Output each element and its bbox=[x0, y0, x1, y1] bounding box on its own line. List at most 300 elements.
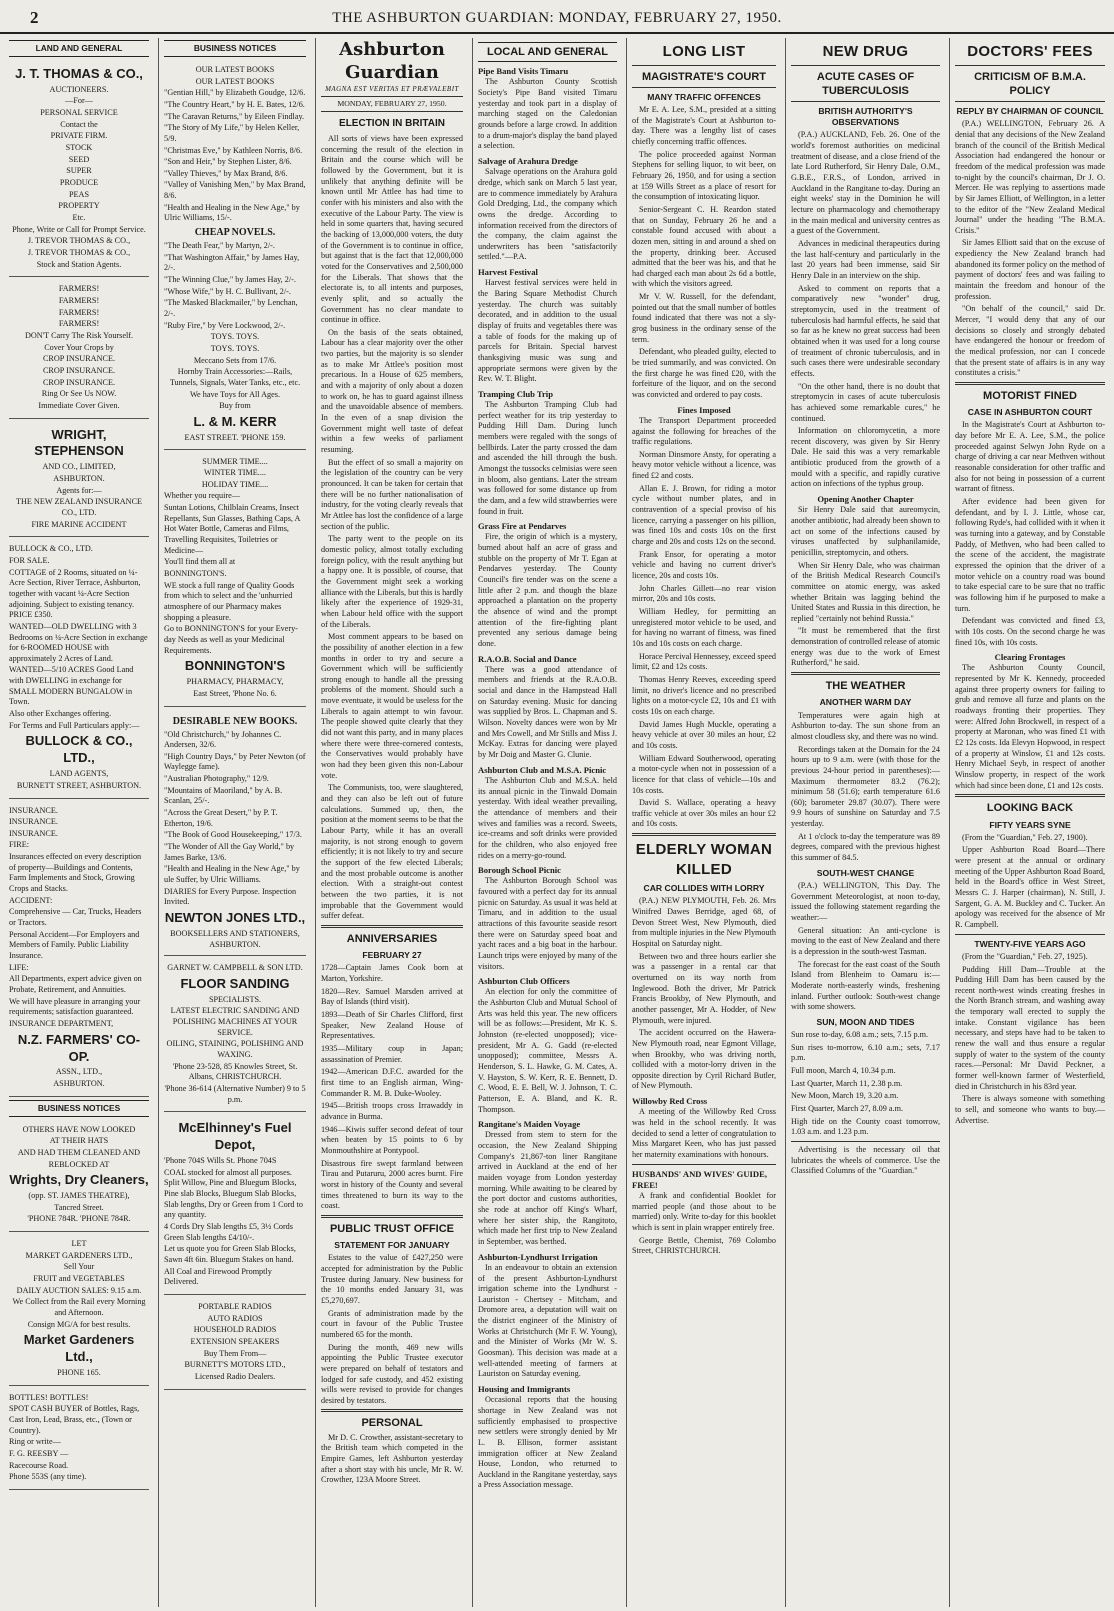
ad-thomas bbox=[9, 61, 149, 277]
ad-line: ACCIDENT: bbox=[9, 895, 53, 905]
item-heading: Pipe Band Visits Timaru bbox=[478, 66, 569, 77]
section-heading: LAND AND GENERAL bbox=[9, 40, 149, 57]
ad-line: Ring Or See Us NOW. bbox=[41, 389, 117, 399]
text-block bbox=[321, 963, 463, 1211]
ad-line: "High Country Days," by Peter Newton (of Waylegge fame). bbox=[164, 751, 306, 772]
column-new-drug bbox=[785, 38, 945, 1607]
paragraph: Full moon, March 4, 10.34 p.m. bbox=[791, 1065, 896, 1075]
ad-line: LIFE: bbox=[9, 962, 29, 972]
story-headline: LONG LIST bbox=[662, 43, 746, 60]
paragraph: Information on chloromycetin, a more recent discovery, was given by Sir Henry Dale. He said this was a very remarkable antibiotic produced from the growth of a mould with a specific, and rapidly curative action on infections of the typhus group. bbox=[791, 426, 940, 489]
text-block bbox=[9, 462, 149, 530]
text-block bbox=[632, 416, 776, 830]
ad-name: FLOOR SANDING bbox=[180, 975, 290, 991]
item-text: The Ashburton Borough School was favoured with a perfect day for its annual picnic on Saturday. As usual it was held at Timaru, and in addition to the usual attractions of this favourite seaside resort there were on Saturday speed boat and yacht races and a big boat in the harbour. Launch trips were enjoyed by many of the visitors. bbox=[478, 876, 617, 971]
ad-line: Insurances effected on every description of property—Buildings and Contents, Farm Implements and Stock, Growing Crops and Stacks. bbox=[9, 852, 142, 894]
paragraph: (From the "Guardian," Feb. 27, 1925). bbox=[962, 951, 1088, 961]
divider bbox=[955, 382, 1105, 385]
ad-name: WRIGHT, STEPHENSON bbox=[34, 426, 124, 459]
ad-line: INSURANCE. bbox=[9, 828, 58, 838]
paragraph: Estates to the value of £427,250 were accepted for administration by the Public Trustee during January. New business for the 10 months ended January 31, was £5,270,697. bbox=[321, 1253, 463, 1305]
ad-line: BOTTLES! BOTTLES! bbox=[9, 1392, 89, 1402]
ad-line: LAND AGENTS, bbox=[49, 769, 109, 779]
public-trust-subheading: STATEMENT FOR JANUARY bbox=[334, 1240, 450, 1251]
ad-line: HOUSEHOLD RADIOS bbox=[193, 1325, 277, 1335]
column-editorial bbox=[315, 38, 468, 1607]
paragraph: 1728—Captain James Cook born at Marton, Yorkshire. bbox=[321, 963, 463, 984]
ad-line: (opp. ST. JAMES THEATRE), bbox=[28, 1191, 130, 1201]
ad-line: AUTO RADIOS bbox=[207, 1313, 263, 1323]
text-block bbox=[321, 1253, 463, 1406]
ad-line: We Collect from the Rail every Morning and Afternoon. bbox=[12, 1297, 146, 1318]
divider bbox=[632, 87, 776, 88]
text-block bbox=[791, 1030, 940, 1138]
divider bbox=[321, 925, 463, 928]
paragraph: Sir James Elliott said that on the excuse of expediency the New Zealand branch had abandoned its former policy on the method of payment of doctors' fees and was failing to maintain the freedom and honour of the profession. bbox=[955, 238, 1105, 301]
paragraph: 1893—Death of Sir Charles Clifford, first Speaker, New Zealand House of Representatives. bbox=[321, 1010, 463, 1041]
paragraph: Horace Percival Hennessey, exceed speed limit, £2 and 12s costs. bbox=[632, 651, 776, 672]
story-subheading: Opening Another Chapter bbox=[817, 494, 914, 505]
ad-line: FARMERS! bbox=[58, 307, 100, 317]
ad-line: Racecourse Road. bbox=[9, 1460, 69, 1470]
ad-line: FOR SALE. bbox=[9, 555, 50, 565]
text-block bbox=[632, 1107, 776, 1160]
text-block bbox=[791, 881, 940, 1013]
ad-line: CROP INSURANCE. bbox=[42, 365, 116, 375]
item-heading: Ashburton-Lyndhurst Irrigation bbox=[478, 1251, 598, 1262]
paragraph: Pudding Hill Dam—Trouble at the Pudding Hill Dam has been caused by the recent north-west winds creating freshes in the North Branch stream, and washing away the temporary wall erected to supply the intake. Constant vigilance has been necessary, and steps have had to be taken to renew the wall and thus ensure a regular supply of water to the system of the county races.—Personal: Mr David Peckner, a former well-known farmer of Westerfield, died in Christchurch in his 83rd year. bbox=[955, 964, 1105, 1091]
paragraph: Allan E. J. Brown, for riding a motor cycle without number plates, and in contravention of a special proviso of his licence, carrying a passenger on his pillion, was fined 10s and costs 10s on the first charge and 20s and costs 12s on the second. bbox=[632, 483, 776, 547]
item-text: Dressed from stem to stern for the occasion, the New Zealand Shipping Company's 21,867-ton liner Rangitane arrived in Auckland at the end of her maiden voyage from London yesterday morning. While awaiting to be cleared by the port doctor and customs authorities, she rode at anchor off King's Wharf, where her sister ship, the Rangitoto, which made her first trip to New Zealand in September, was berthed. bbox=[478, 1130, 617, 1247]
ad-line: 'Phone 36-614 (Alternative Number) 9 to 5 p.m. bbox=[164, 1084, 306, 1104]
ad-line: SUPER bbox=[66, 166, 92, 176]
ad-line: "The Caravan Returns," by Eileen Findlay. bbox=[164, 111, 305, 121]
ad-line: INSURANCE DEPARTMENT, bbox=[9, 1018, 114, 1028]
text-block bbox=[164, 65, 306, 87]
nameplate-title: Ashburton Guardian bbox=[339, 39, 445, 84]
anniversaries-heading: ANNIVERSARIES bbox=[346, 932, 438, 945]
paragraph: A meeting of the Willowby Red Cross was held in the school recently. It was decided to send a letter of congratulation to Miss Margaret Keen, who has just passed her maternity examinations with honours. bbox=[632, 1107, 776, 1159]
paragraph: Recordings taken at the Domain for the 24 hours up to 9 a.m. were (with those for the previous 24-hour period in parentheses):—Maximum thermometer 83.2 (76.2); minimum 58 (51.6); earth temperature 61.6 (60); barometer 29.87 (30.07). There were 9.9 hours of sunshine on Saturday and 7.5 yesterday. bbox=[791, 744, 940, 829]
ad-line: FRUIT and VEGETABLES bbox=[33, 1274, 125, 1284]
text-block bbox=[9, 96, 149, 270]
text-block bbox=[164, 491, 306, 656]
text-block bbox=[9, 1125, 149, 1171]
ad-line: COTTAGE of 2 Rooms, situated on ¼-Acre Section, River Terrace, Ashburton, together with vacant ¼-Acre Section adjoining. Subject to existing tenancy. PRICE £350. bbox=[9, 567, 141, 620]
ad-line: —For— bbox=[65, 96, 93, 106]
paragraph: Mr V. W. Russell, for the defendant, pointed out that the small number of bottles found indicated that there was not a sly-grog business in the ordinary sense of the term. bbox=[632, 292, 776, 344]
ad-line: FARMERS! bbox=[58, 284, 100, 294]
ad-line: 'PHONE 784R. 'PHONE 784R. bbox=[27, 1214, 131, 1224]
paragraph: Sun rises to-morrow, 6.10 a.m.; sets, 7.17 p.m. bbox=[791, 1042, 940, 1063]
nameplate bbox=[321, 38, 463, 97]
ad-line: You'll find them all at bbox=[164, 557, 236, 567]
ad-line: Buy Them From— bbox=[203, 1348, 267, 1358]
paragraph: Mr E. A. Lee, S.M., presided at a sitting of the Magistrate's Court at Ashburton to-day. There was a lengthy list of cases chiefly concerning traffic offences. bbox=[632, 104, 776, 146]
paragraph: Upper Ashburton Road Board—There were present at the annual or ordinary meeting of the Upper Ashburton Road Board, held in the Board's office in West Street, Messrs C. J. Harper (chairman), N. Still, J. Sargent, G. A. M. Buckley and C. Tucker. An apology was received for the absence of Mr R. Campbell. bbox=[955, 845, 1105, 930]
text-block bbox=[164, 677, 306, 699]
item-heading: Ashburton Club Officers bbox=[478, 976, 570, 987]
ad-line: WE stock a full range of Quality Goods from which to select and the 'unhurried atmosphere of our Pharmacy makes shopping a pleasure. bbox=[164, 580, 295, 622]
ad-line: BURNETT'S MOTORS LTD., bbox=[184, 1360, 286, 1370]
item-heading: Harvest Festival bbox=[478, 267, 538, 278]
ad-line: BURNETT STREET, ASHBURTON. bbox=[16, 780, 142, 790]
ad-line: EAST STREET. 'PHONE 159. bbox=[184, 432, 286, 442]
item-heading: Housing and Immigrants bbox=[478, 1384, 571, 1395]
ad-line: Also other Exchanges offering. bbox=[9, 709, 112, 719]
ad-line: "Valley Thieves," by Max Brand, 8/6. bbox=[164, 168, 288, 178]
paragraph: David James Hugh Muckle, operating a heavy vehicle at over 30 miles an hour, £2 and 10s costs. bbox=[632, 719, 776, 750]
paragraph: Senior-Sergeant C. H. Reardon stated that on Sunday, February 26 he and a constable found accused with about a dozen men, sitting in and around a shed on the property, drinking beer. Accused admitted that the beer was his, and that he had charged each man about 2s 6d a bottle, with which the visitors agreed. bbox=[632, 204, 776, 289]
paragraph: Mr D. C. Crowther, assistant-secretary to the British team which competed in the Empire Games, left Ashburton yesterday after a short stay with his uncle, Mr R. W. Crowther, 123A Moore Street. bbox=[321, 1432, 463, 1485]
ad-line: "Health and Healing in the New Age," by ule Suffer, by Ulric Williams. bbox=[164, 864, 300, 885]
paragraph: (P.A.) NEW PLYMOUTH, Feb. 26. Mrs Winifred Dawes Berridge, aged 68, of Devon Street West, New Plymouth, died from multiple injuries in the New Plymouth Hospital on Saturday night. bbox=[632, 896, 776, 948]
paragraph: David S. Wallace, operating a heavy traffic vehicle at over 30s miles an hour £2 and 10s costs. bbox=[632, 798, 776, 829]
ad-line: Buy from bbox=[219, 401, 251, 411]
paragraph: 1820—Rev. Samuel Marsden arrived at Bay of Islands (third visit). bbox=[321, 986, 463, 1007]
paragraph: Between two and three hours earlier she was a passenger in a rental car that overturned on its way north from Inglewood. Both the driver, Mr Patrick Francis Brookby, of New Plymouth, and another passenger, Mr A. Hodder, of New Plymouth, were injured. bbox=[632, 951, 776, 1025]
paragraph: Thomas Henry Reeves, exceeding speed limit, no driver's licence and no prescribed lights on a motor-cycle £2, 10s and £1 with costs 10s on each charge. bbox=[632, 674, 776, 716]
ad-line: WANTED—5/10 ACRES Good Land with DWELLING in exchange for SMALL MODERN BUNGALOW in Town. bbox=[9, 665, 134, 707]
ad-line: CROP INSURANCE. bbox=[42, 377, 116, 387]
editorial-heading: ELECTION IN BRITAIN bbox=[339, 118, 445, 129]
nameplate-motto: MAGNA EST VERITAS ET PRÆVALEBIT bbox=[325, 84, 459, 93]
text-block bbox=[9, 284, 149, 411]
text-block bbox=[791, 505, 940, 669]
ad-name: J. T. THOMAS & CO., bbox=[15, 65, 143, 81]
ad-line: "The Masked Blackmailer," by Lenchan, 2/-. bbox=[164, 298, 298, 319]
text-block bbox=[164, 1156, 306, 1288]
section-heading: LOCAL AND GENERAL bbox=[478, 42, 617, 62]
column-local-and-general bbox=[472, 38, 622, 1607]
divider bbox=[791, 672, 940, 675]
paragraph: New Moon, March 19, 3.20 a.m. bbox=[791, 1091, 899, 1101]
paragraph: The accident occurred on the Hawera-New Plymouth road, near Egmont Village, when Brookby, who was driving north, collided with a motor-lorry driven in the opposite direction by Cyril Richard Butler, of New Plymouth. bbox=[632, 1028, 776, 1091]
text-block bbox=[955, 952, 1105, 1127]
ad-line: FIRE: bbox=[9, 840, 30, 850]
ad-line: STOCK bbox=[65, 143, 93, 153]
text-block bbox=[9, 1393, 149, 1483]
ad-newton-jones bbox=[164, 710, 306, 957]
paragraph: There is always someone with something to sell, and someone who wants to buy.—Advertise. bbox=[955, 1094, 1105, 1125]
ad-line: All Coal and Firewood Promptly Delivered. bbox=[164, 1266, 272, 1287]
story-headline: MOTORIST FINED bbox=[983, 390, 1077, 403]
ad-line: REBLOCKED AT bbox=[48, 1159, 110, 1169]
ad-line: F. G. REESBY — bbox=[9, 1449, 69, 1459]
ad-line: HOLIDAY TIME.... bbox=[201, 479, 269, 489]
paragraph: First Quarter, March 27, 8.09 a.m. bbox=[791, 1103, 903, 1113]
paragraph: Frank Ensor, for operating a motor vehicle and having no current driver's licence, 20s and costs 10s. bbox=[632, 549, 776, 581]
ad-line: PEAS bbox=[68, 189, 90, 199]
ad-line: GARNET W. CAMPBELL & SON LTD. bbox=[167, 963, 303, 973]
ad-line: PHARMACY, PHARMACY, bbox=[186, 677, 284, 687]
ad-line: "Mountains of Maoriland," by A. B. Scanlan, 25/-. bbox=[164, 785, 283, 806]
paragraph: After evidence had been given for defendant, and by I. J. Little, whose car, following Ryde's, had collided with it when it was turning into a gateway, and by Constable Paddy, of Methven, who had been called to the scene of the accident, the magistrate expressed the opinion that the driver of a motor vehicle on a country road was bound to take especial care to be sure that no traffic was following him if he purposed to make a turn. bbox=[955, 497, 1105, 613]
paragraph: "On the other hand, there is no doubt that streptomycin in cases of acute tuberculosis has achieved some remarkable cures," he continued. bbox=[791, 381, 940, 423]
story-subheading: SOUTH-WEST CHANGE bbox=[816, 867, 915, 878]
ad-line: Personal Accident—For Employers and Members of Family. Public Liability Insurance. bbox=[9, 929, 140, 961]
ad-bullock bbox=[9, 540, 149, 798]
text-block bbox=[164, 332, 306, 412]
ad-line: Tancred Street. bbox=[54, 1202, 104, 1212]
paragraph: 1935—Military coup in Japan; assassination of Premier. bbox=[321, 1043, 463, 1064]
ad-line: DIARIES for Every Purpose. Inspection Invited. bbox=[164, 886, 297, 907]
text-block bbox=[791, 711, 940, 864]
ad-line: "Across the Great Desert," by P. T. Etherton, 19/6. bbox=[164, 808, 278, 828]
divider bbox=[955, 934, 1105, 935]
paragraph: When Sir Henry Dale, who was chairman of the British Medical Research Council's committee on atomic energy, was asked whether Britain was lagging behind the United States and Russia in this direction, he replied "certainly not behind Russia." bbox=[791, 560, 940, 623]
ad-line: Go to BONNINGTON'S for your Every-day Needs as well as your Medicinal Requirements. bbox=[164, 624, 298, 655]
ad-line: BONNINGTON'S. bbox=[164, 569, 227, 579]
ad-line: FARMERS! bbox=[58, 295, 100, 305]
ad-insurance bbox=[9, 802, 149, 1097]
text-block bbox=[164, 730, 306, 909]
item-text: Fire, the origin of which is a mystery, burned about half an acre of grass and stubble on the property of Mr T. Egan at Pendarves yesterday. The County Council's fire tender was on the scene a little after 2 p.m. and though the blaze approached a plantation on the property the absence of wind and the prompt attention of the fire-fighting plant prevented any serious damage being done. bbox=[478, 532, 617, 648]
paragraph: All sorts of views have been expressed concerning the result of the election in Britain and the course which will be followed by the Government, but it is unlikely that anything definite will be known until Mr Attlee has had time to confer with his ministers and also with the executive of the Labour Party. The view is held in some quarters that, having secured the backing of 13,000,000 voters, the duty of the Government is to continue in office, but against that is the fact that 12,000,000 voted for the Conservatives and 2,500,000 for the Liberals. That shows that the electorate is, to all intents and purposes, evenly split, and so actually the Government has no clear mandate to continue in office. bbox=[321, 134, 463, 325]
paragraph: High tide on the County coast tomorrow, 1.03 a.m. and 1.23 p.m. bbox=[791, 1116, 940, 1137]
ad-line: "Valley of Vanishing Men," by Max Brand, 8/6. bbox=[164, 180, 306, 201]
divider bbox=[791, 1141, 940, 1142]
ad-line: Consign MG/A for best results. bbox=[27, 1319, 131, 1329]
text-block bbox=[9, 544, 149, 731]
ad-name: L. & M. KERR bbox=[193, 413, 277, 429]
ad-line: DON'T Carry The Risk Yourself. bbox=[24, 330, 134, 340]
ad-line: Ring or write— bbox=[9, 1437, 61, 1447]
ad-line: "The Winning Clue," by James Hay, 2/-. bbox=[164, 275, 296, 285]
ad-line: OILING, STAINING, POLISHING AND WAXING. bbox=[166, 1039, 304, 1060]
ad-line: PROPERTY bbox=[58, 201, 100, 211]
ad-line: J. TREVOR THOMAS & CO., bbox=[27, 248, 131, 257]
paragraph: William Edward Southerwood, operating a motor-cycle when not in possession of a licence for that class of vehicle—10s and 10s costs. bbox=[632, 753, 776, 795]
ad-line: PERSONAL SERVICE bbox=[40, 108, 118, 118]
ad-cleaners bbox=[9, 1121, 149, 1232]
ad-line: Immediate Cover Given. bbox=[38, 400, 120, 410]
ad-line: TOYS. TOYS. bbox=[210, 344, 260, 354]
ad-line: All Departments, expert advice given on Probate, Retirement, and Annuities. bbox=[9, 974, 142, 994]
ad-bottles bbox=[9, 1389, 149, 1490]
ad-line: "The Country Heart," by H. E. Bates, 12/6. bbox=[164, 99, 305, 109]
ad-line: Stock and Station Agents. bbox=[36, 259, 122, 269]
ad-line: PHONE 165. bbox=[57, 1368, 101, 1378]
section-heading: BUSINESS NOTICES bbox=[9, 1100, 149, 1117]
paragraph: Sun rose to-day, 6.08 a.m.; sets, 7.15 p.m. bbox=[791, 1029, 929, 1039]
paragraph: The Transport Department proceeded against the following for breaches of the traffic regulations. bbox=[632, 415, 776, 447]
ad-line: LET bbox=[71, 1239, 87, 1249]
ad-line: "Whose Wife," by H. C. Bullivant, 2/-. bbox=[164, 286, 291, 296]
ad-line: For Terms and Full Particulars apply:— bbox=[9, 720, 140, 730]
story-subheading: SUN, MOON AND TIDES bbox=[816, 1016, 915, 1027]
ad-line: BULLOCK & CO., LTD. bbox=[9, 544, 93, 554]
divider bbox=[632, 1164, 776, 1165]
item-heading: Grass Fire at Pendarves bbox=[478, 521, 567, 532]
text-block bbox=[9, 1067, 149, 1089]
ad-line: TOYS. TOYS. bbox=[210, 332, 260, 342]
text-block bbox=[164, 457, 306, 491]
item-heading: Tramping Club Trip bbox=[478, 388, 553, 399]
paragraph: During the month, 469 new wills appointing the Public Trustee executor were prepared on behalf of testators and lodged for safe custody, and 452 existing wills were revised to provide for changes desired by testators. bbox=[321, 1342, 463, 1405]
ad-line: Contact the bbox=[60, 119, 98, 129]
paragraph: The Communists, too, were slaughtered, and they can also be left out of future calculations. Summed up, then, the position at the moment seems to be that the Labour Party, while it has an overall majority, is not strong enough to govern efficiently; it is not likely to try and secure the support of the few elected Liberals; and the most probable outcome is another election. With a straight-out contest between the two parties, it is not improbable that the Government would suffer defeat. bbox=[321, 783, 463, 921]
ad-line: WANTED—OLD DWELLING with 3 Bedrooms on ¼-Acre Section in exchange for 6-ROOMED HOUSE with approximately 2 Acres of Land. bbox=[9, 621, 148, 663]
text-block bbox=[791, 1145, 940, 1177]
paragraph: The Ashburton County Council, represented by Mr K. Kennedy, proceeded against three property owners for failing to grub and remove all furze and plants on the roadways fronting their properties. They were: Alfred John Brockwell, in respect of a property at Maronan, who was fined £1 with £2 12s costs. Ida Elevyn Hopwood, in respect of a property at Winslow, £1 and 12s costs. Henry Michael Seyb, in respect of another Winslow property, in respect of the work which had since been done, £1 and 12s costs. bbox=[955, 663, 1105, 790]
masthead bbox=[0, 0, 1114, 34]
section-heading: BUSINESS NOTICES bbox=[164, 40, 306, 57]
ad-fuel-depot bbox=[164, 1115, 306, 1295]
paragraph: (P.A.) WELLINGTON, This Day. The Government Meteorologist, at noon to-day, issued the following statement regarding the weather:— bbox=[791, 880, 940, 922]
text-block bbox=[9, 769, 149, 791]
text-block bbox=[9, 1191, 149, 1225]
item-text: Occasional reports that the housing shortage in New Zealand was not sufficiently emphasised to prospective new settlers were strongly denied by Mr L. B. Ellison, former assistant immigration officer at New Zealand House, London, who returned to Auckland in the Rangitane yesterday, says a Press Association message. bbox=[478, 1395, 617, 1490]
ad-line: Agents for:— bbox=[56, 485, 102, 495]
ad-line: "Christmas Eve," by Kathleen Norris, 8/6. bbox=[164, 145, 303, 155]
text-block bbox=[9, 1368, 149, 1379]
ad-line: COAL stocked for almost all purposes. Split Willow, Pine and Bluegum Blocks, Pine slab Blocks, Bluegum Slab Blocks, Slab lengths, Dry or Green from 1 Cord to any quantity. bbox=[164, 1167, 303, 1220]
ad-line: Suntan Lotions, Chilblain Creams, Insect Repellants, Sun Glasses, Bathing Caps, A Hot Water Bottle, Cameras and Films, Travelling Requisites, Toiletries or Medicine— bbox=[164, 503, 300, 555]
ad-line: "The Book of Good Housekeeping," 17/3. bbox=[164, 830, 302, 840]
divider bbox=[955, 65, 1105, 66]
paragraph: Sir Henry Dale said that aureomycin, another antibiotic, had already been shown to act on some of the infections caused by viruses unaffected by sulphanilamide, penicillin, streptomycin, and others. bbox=[791, 505, 940, 557]
story-headline: NEW DRUG bbox=[822, 43, 909, 60]
ad-name: NEWTON JONES LTD., bbox=[164, 910, 306, 926]
ad-line: "Son and Heir," by Stephen Lister, 8/6. bbox=[164, 157, 292, 167]
paragraph: Advertising is the necessary oil that lubricates the wheels of commerce. Use the Classified Columns of the "Guardian." bbox=[791, 1144, 940, 1176]
divider bbox=[632, 833, 776, 836]
page-number: 2 bbox=[30, 8, 39, 27]
ad-line: "The Story of My Life," by Helen Keller, 5/9. bbox=[164, 123, 300, 143]
ad-line: Hornby Train Accessories:—Rails, Tunnels, Signals, Water Tanks, etc., etc. bbox=[169, 367, 301, 387]
item-text: The Ashburton Club and M.S.A. held its annual picnic in the Tinwald Domain yesterday. With ideal weather prevailing, the attendance of members and their wives and families was a record. Sweets, ice-creams and soft drinks were provided for the children, who also enjoyed free rides on a merry-go-round. bbox=[478, 775, 617, 860]
text-block bbox=[164, 995, 306, 1106]
item-heading: Rangitane's Maiden Voyage bbox=[478, 1119, 581, 1130]
ad-line: PORTABLE RADIOS bbox=[198, 1301, 272, 1311]
paragraph: The party went to the people on its domestic policy, almost totally excluding foreign policy, with the result anything but a happy one. It is possible, of course, that the Government might seek a working alliance with the Liberals, but this is hardly likely after the experience of 1929-31, when Labour held office with the support of the Liberals. bbox=[321, 534, 463, 629]
paragraph: Disastrous fire swept farmland between Tirau and Putaruru, 2000 acres burnt. Fire worst in history of the County and several times threatened to burn its way to the coast. bbox=[321, 1158, 463, 1211]
ad-line: AT THEIR HATS bbox=[49, 1136, 109, 1146]
ad-line: Meccano Sets from 17/6. bbox=[193, 355, 277, 365]
ad-line: J. TREVOR THOMAS & CO., bbox=[27, 236, 131, 246]
story-subheading: CRITICISM OF B.M.A. POLICY bbox=[974, 70, 1086, 97]
ad-line: PRIVATE FIRM. bbox=[50, 131, 108, 141]
ad-line: Cover Your Crops by bbox=[44, 342, 114, 352]
ad-line: "Gentian Hill," by Elizabeth Goudge, 12/6. bbox=[164, 88, 306, 98]
ad-line: SUMMER TIME.... bbox=[202, 456, 268, 466]
ad-line: MARKET GARDENERS LTD., bbox=[25, 1250, 133, 1260]
story-headline: ELDERLY WOMAN KILLED bbox=[635, 841, 773, 878]
ad-radios bbox=[164, 1298, 306, 1390]
ad-line: 'Phone 704S Wills St. Phone 704S bbox=[164, 1156, 277, 1166]
paragraph: In the Magistrate's Court at Ashburton to-day before Mr E. A. Lee, S.M., the police proceeded against Selwyn John Ryde on a charge of driving a car near Methven without reasonable consideration for other traffic and also for not being in possession of a current warrant of fitness. bbox=[955, 420, 1105, 494]
ad-line: SPECIALISTS. bbox=[208, 994, 262, 1004]
ad-line: "Old Christchurch," by Johannes C. Andersen, 32/6. bbox=[164, 729, 282, 750]
ad-line: DAILY AUCTION SALES: 9.15 a.m. bbox=[16, 1285, 142, 1295]
text-block bbox=[164, 1302, 306, 1383]
item-text: Salvage operations on the Arahura gold dredge, which sank on March 5 last year, are to commence immediately by Arahura Gold Dredging, Ltd., the company which owns the dredge. According to information received from the directors of the company, the claim against the underwriters has been "satisfactorily settled."—P.A. bbox=[478, 167, 617, 262]
ad-name: BONNINGTON'S bbox=[184, 658, 286, 674]
text-block bbox=[9, 806, 149, 1030]
text-block bbox=[164, 963, 306, 974]
paragraph: 1946—Kiwis suffer second defeat of tour when beaten by 15 points to 6 by Monmouthshire at Pontypool. bbox=[321, 1124, 463, 1155]
paragraph: Defendant was convicted and fined £3, with 10s costs. On the second charge he was fined 10s, with 10s costs. bbox=[955, 616, 1105, 647]
masthead-title: THE ASHBURTON GUARDIAN: MONDAY, FEBRUARY 27, 1950. bbox=[332, 10, 782, 26]
column-land-and-general bbox=[4, 38, 154, 1607]
ad-line: ASHBURTON. bbox=[53, 1079, 105, 1089]
story-headline: DOCTORS' FEES bbox=[967, 43, 1093, 60]
paragraph: The police proceeded against Norman Stephens for selling liquor, to wit beer, on February 26, 1950, and for using a section at 159 Wills Street as a place of resort for the consumption of intoxicating liquor. bbox=[632, 149, 776, 202]
paragraph: General situation: An anti-cyclone is moving to the east of New Zealand and there is a depression in the south-west Tasman. bbox=[791, 925, 940, 956]
ad-subhead: DESIRABLE NEW BOOKS. bbox=[172, 715, 298, 727]
item-text: The Ashburton Tramping Club had perfect weather for its trip yesterday to Pudding Hill Dam. During lunch members were regaled with the songs of bellbirds. Later the party crossed the dam and ascended the hill through the bush. Amongst the tussocks celmisias were seen in bloom, also gentians. Later the stream was followed for some distance up from the dam, and a few wild strawberries were found in fruit. bbox=[478, 400, 617, 516]
text-block bbox=[321, 1433, 463, 1486]
story-subheading: MAGISTRATE'S COURT bbox=[641, 70, 767, 83]
ad-line: CROP INSURANCE. bbox=[42, 354, 116, 364]
column-magistrates-court bbox=[626, 38, 781, 1607]
ad-line: AND HAD THEM CLEANED AND bbox=[17, 1147, 141, 1157]
personal-heading: PERSONAL bbox=[361, 1417, 423, 1430]
paragraph: Last Quarter, March 11, 2.38 p.m. bbox=[791, 1078, 903, 1088]
ad-line: SPOT CASH BUYER of Bottles, Rags, Cast Iron, Lead, Brass, etc., (Town or Country). bbox=[9, 1404, 140, 1435]
item-text: There was a good attendance of members and friends at the R.A.O.B. social and dance in the Hampstead Hall on Saturday evening. Music for dancing was supplied by Bros. L. Chapman and S. Wilson. Novelty dances were won by Mr and Mrs Cowell, and Mr Stills and Miss J. McKay. Extras for dancing were played by Mr Doig and Master G. Clunie. bbox=[478, 664, 617, 760]
ad-line: ASSN., LTD., bbox=[55, 1067, 103, 1077]
weather-heading: THE WEATHER bbox=[825, 680, 906, 693]
story-subheading: MANY TRAFFIC OFFENCES bbox=[647, 91, 761, 102]
paragraph: On the basis of the seats obtained, Labour has a clear majority over the other two parties, but the majority is so slender as to make Mr Attlee's position most precarious. In a House of 625 members, and with a majority of only about a dozen to work on, he has to guard against illness and the unavoidable absence of members. In the even of a snap division the Government might well taste of defeat within a few weeks of parliament resuming. bbox=[321, 327, 463, 455]
ad-line: OUR LATEST BOOKS bbox=[195, 76, 275, 86]
ad-heading: HUSBANDS' AND WIVES' GUIDE, FREE! bbox=[632, 1168, 767, 1190]
ad-name: Market Gardeners Ltd., bbox=[23, 1332, 135, 1365]
text-block bbox=[955, 663, 1105, 791]
ad-line: OTHERS HAVE NOW LOOKED bbox=[22, 1124, 136, 1134]
paragraph: Defendant, who pleaded guilty, elected to be tried summarily, and was convicted. On the first charge he was fined £20, with the forfeiture of the liquor, and on the second was convicted and ordered to pay costs. bbox=[632, 347, 776, 400]
paragraph: John Charles Gillett—no rear vision mirror, 20s and 10s costs. bbox=[632, 583, 776, 604]
paragraph: Asked to comment on reports that a comparatively new "wonder" drug, streptomycin, used in the treatment of tuberculosis had harmful effects, he said that so far as he knew no great success had been obtained when it was used for a long course of treatment of chronic tuberculosis, and in such cases there were undesirable secondary effects. bbox=[791, 283, 940, 378]
paragraph: Advances in medicinal therapeutics during the last half-century and particularly in the last 20 years had been immense, said Sir Henry Dale in an interview on the ship. bbox=[791, 239, 940, 280]
ad-name: McElhinney's Fuel Depot, bbox=[178, 1120, 292, 1153]
ad-farmers bbox=[9, 280, 149, 418]
item-text: The Ashburton County Scottish Society's Pipe Band visited Timaru yesterday and took part in a display of marching staged on the Caledonian grounds before a large crowd. In addition to a drum-major's display the band played a selection. bbox=[478, 77, 617, 151]
ad-line: LATEST ELECTRIC SANDING AND POLISHING MACHINES AT YOUR SERVICE. bbox=[170, 1006, 300, 1037]
public-trust-heading: PUBLIC TRUST OFFICE bbox=[329, 1222, 455, 1235]
ad-line: EXTENSION SPEAKERS bbox=[190, 1336, 280, 1346]
ad-line: INSURANCE. bbox=[9, 817, 58, 827]
ad-line: SEED bbox=[68, 154, 90, 164]
ad-line: "Health and Healing in the New Age," by Ulric Williams, 15/-. bbox=[164, 202, 300, 223]
ad-line: "The Death Fear," by Martyn, 2/-. bbox=[164, 241, 275, 251]
ad-bonningtons bbox=[164, 453, 306, 707]
story-subheading: FIFTY YEARS SYNE bbox=[989, 819, 1071, 830]
ad-line: We have Toys for All Ages. bbox=[189, 389, 281, 399]
ad-name: Wrights, Dry Cleaners, bbox=[9, 1172, 149, 1188]
ad-line: FARMERS! bbox=[58, 319, 100, 329]
ad-line: "The Wonder of All the Gay World," by James Barke, 13/6. bbox=[164, 842, 295, 862]
text-block bbox=[791, 130, 940, 490]
story-subheading: Fines Imposed bbox=[677, 404, 731, 415]
paragraph: (From the "Guardian," Feb. 27, 1900). bbox=[962, 832, 1088, 842]
ad-line: AUCTIONEERS. bbox=[49, 84, 109, 94]
item-heading: Borough School Picnic bbox=[478, 865, 561, 876]
paragraph: "On behalf of the council," said Dr. Mercer, "I would deny that any of our decisions so closely and strongly debated have endangered the honour or freedom of the medical profession, nor can I concede that the present state of affairs is in any way constitutes a crisis." bbox=[955, 304, 1105, 378]
ad-floor-sanding bbox=[164, 959, 306, 1112]
local-items bbox=[478, 66, 617, 1491]
ad-line: We will have pleasure in arranging your requirements; satisfaction guaranteed. bbox=[9, 996, 141, 1017]
divider bbox=[955, 794, 1105, 797]
paragraph: (P.A.) AUCKLAND, Feb. 26. One of the world's foremost authorities on medicinal treatment of disease, and a close friend of the late Lord Rutherford, Sir Henry Dale, O.M., G.B.E., F.R.S., of London, arrived in Auckland in the Rangitane to-day. During an eight weeks' stay in the Dominion he will lecture on pharmacology and chemotherapy in the main medical and university centres as a guest of the Government. bbox=[791, 130, 940, 236]
anniversaries-date: FEBRUARY 27 bbox=[362, 950, 422, 961]
ad-line: East Street, 'Phone No. 6. bbox=[193, 688, 277, 698]
ad-line: "That Washington Affair," by James Hay, 2/-. bbox=[164, 252, 300, 273]
ad-line: FIRE MARINE ACCIDENT bbox=[31, 519, 127, 529]
story-subheading: CASE IN ASHBURTON COURT bbox=[967, 407, 1093, 418]
